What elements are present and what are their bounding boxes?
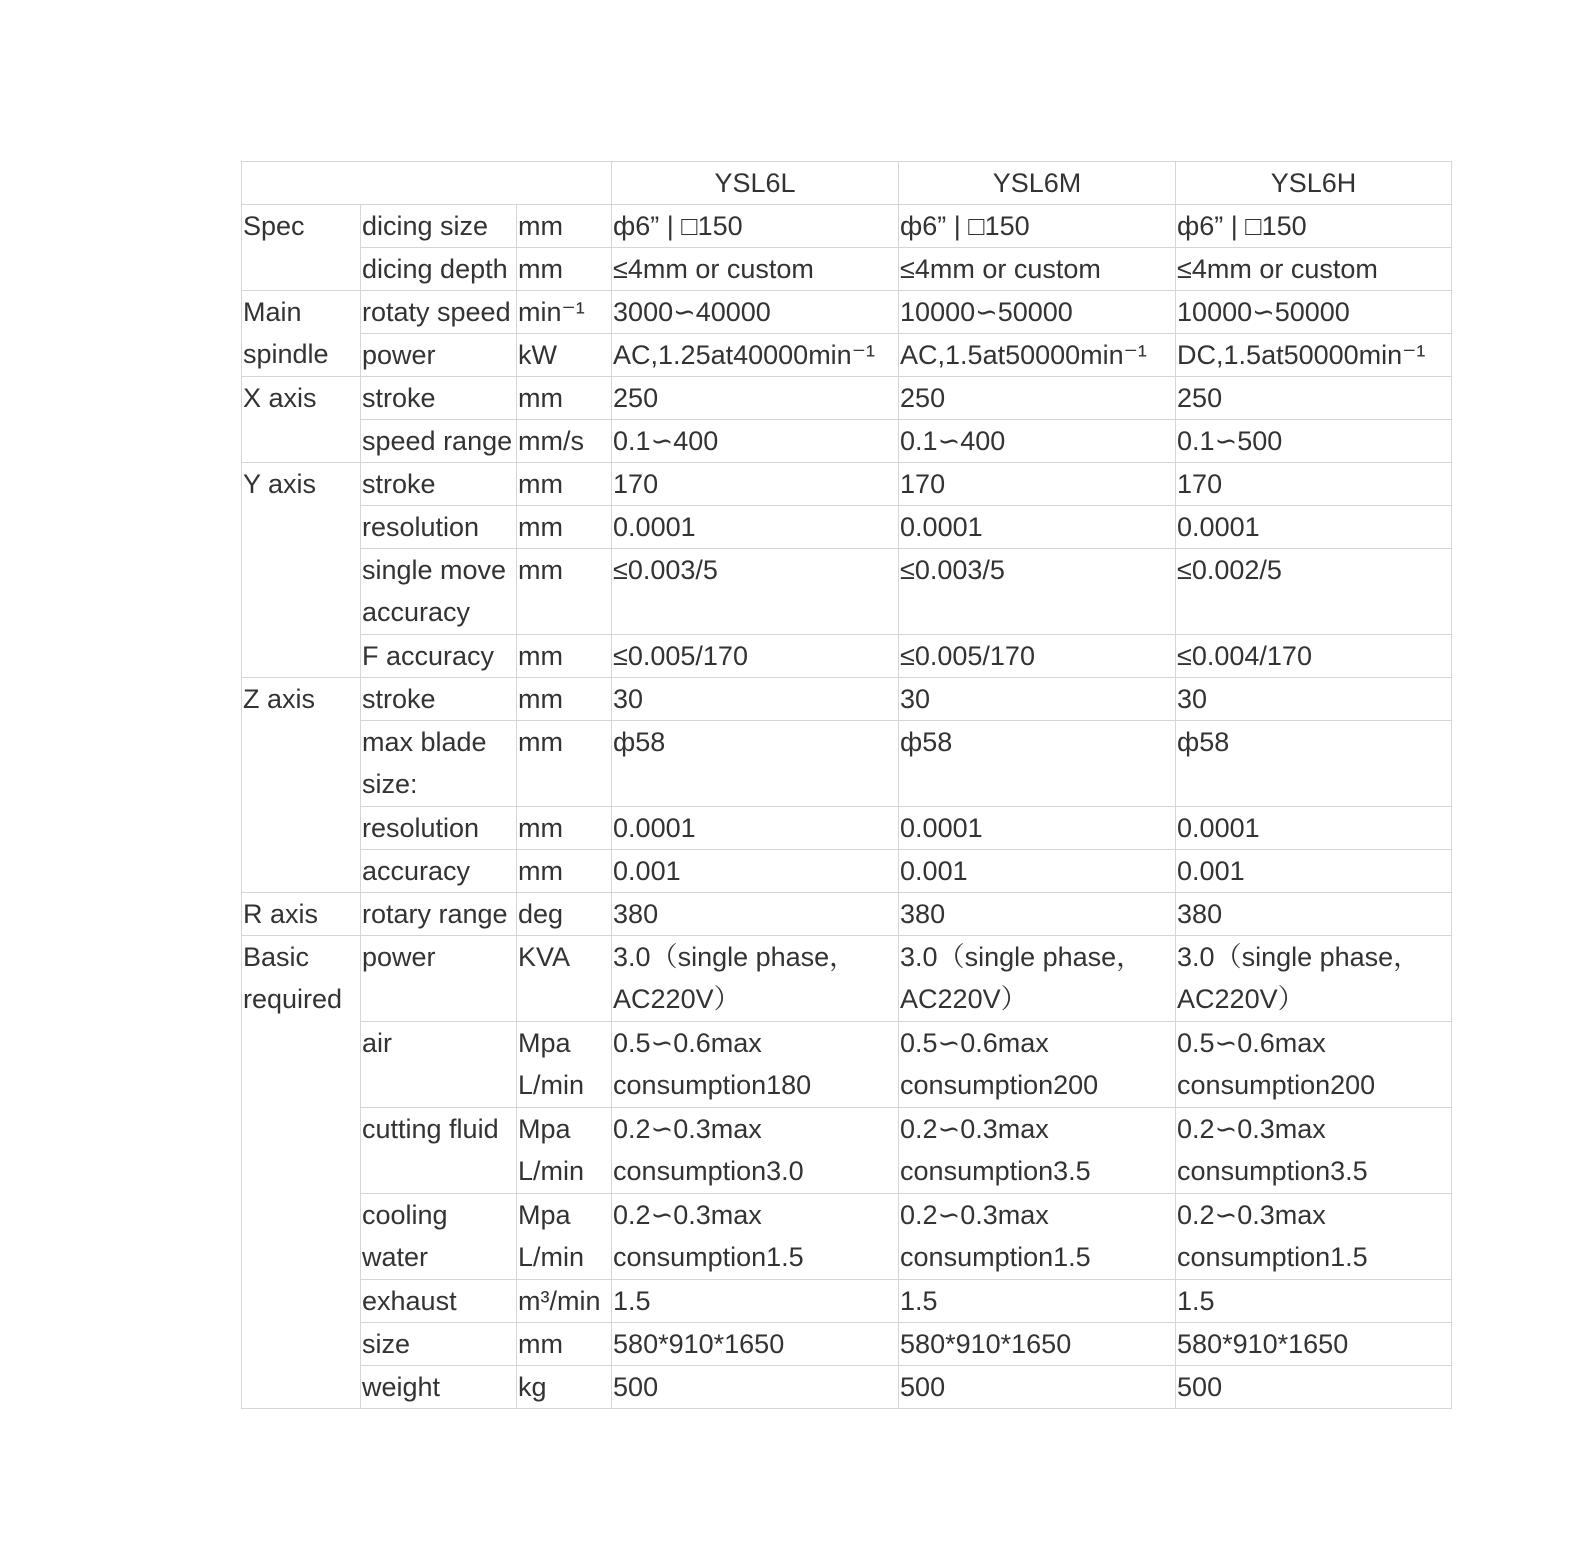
value-cell: ф58 [612, 721, 899, 807]
value-cell: DC,1.5at50000min⁻¹ [1176, 334, 1452, 377]
value-cell: ≤0.002/5 [1176, 549, 1452, 635]
table-row [242, 334, 1452, 377]
table-row [242, 807, 1452, 850]
table-row [242, 549, 1452, 635]
param-label: F accuracy [361, 635, 517, 678]
value-cell: 10000∽50000 [1176, 291, 1452, 334]
param-label: stroke [361, 377, 517, 420]
value-cell: 250 [899, 377, 1176, 420]
value-cell: 250 [612, 377, 899, 420]
value-cell: ≤0.004/170 [1176, 635, 1452, 678]
value-cell: 0.5∽0.6max consumption180 [612, 1022, 899, 1108]
param-label: rotary range [361, 893, 517, 936]
unit-cell: mm [517, 248, 612, 291]
value-cell: 0.0001 [899, 506, 1176, 549]
value-cell: 170 [899, 463, 1176, 506]
value-cell: 3.0（single phase，AC220V） [612, 936, 899, 1022]
value-cell: ф6” | □150 [1176, 205, 1452, 248]
value-cell: 0.1∽500 [1176, 420, 1452, 463]
table-row [242, 635, 1452, 678]
unit-cell: mm [517, 721, 612, 807]
unit-cell: mm [517, 205, 612, 248]
table-row [242, 850, 1452, 893]
value-cell: 10000∽50000 [899, 291, 1176, 334]
unit-cell: kW [517, 334, 612, 377]
table-row [242, 1366, 1452, 1409]
value-cell: 0.0001 [899, 807, 1176, 850]
value-cell: 0.2∽0.3max consumption3.5 [1176, 1108, 1452, 1194]
param-label: max blade size: [361, 721, 517, 807]
group-label: Z axis [242, 678, 361, 893]
unit-cell: Mpa L/min [517, 1022, 612, 1108]
value-cell: 0.001 [612, 850, 899, 893]
param-label: single move accuracy [361, 549, 517, 635]
param-label: stroke [361, 463, 517, 506]
value-cell: 500 [1176, 1366, 1452, 1409]
param-label: rotaty speed [361, 291, 517, 334]
table-row [242, 678, 1452, 721]
unit-cell: mm/s [517, 420, 612, 463]
value-cell: 0.001 [1176, 850, 1452, 893]
value-cell: ф6” | □150 [899, 205, 1176, 248]
unit-cell: mm [517, 506, 612, 549]
value-cell: 1.5 [1176, 1280, 1452, 1323]
value-cell: 0.2∽0.3max consumption1.5 [612, 1194, 899, 1280]
value-cell: 380 [899, 893, 1176, 936]
unit-cell: mm [517, 850, 612, 893]
param-label: speed range [361, 420, 517, 463]
table-row [242, 1022, 1452, 1108]
table-row [242, 506, 1452, 549]
param-label: stroke [361, 678, 517, 721]
group-label: R axis [242, 893, 361, 936]
unit-cell: min⁻¹ [517, 291, 612, 334]
table-row [242, 248, 1452, 291]
value-cell: 0.2∽0.3max consumption3.0 [612, 1108, 899, 1194]
value-cell: 500 [899, 1366, 1176, 1409]
value-cell: 1.5 [612, 1280, 899, 1323]
unit-cell: m³/min [517, 1280, 612, 1323]
unit-cell: mm [517, 377, 612, 420]
value-cell: 3.0（single phase，AC220V） [1176, 936, 1452, 1022]
table-row [242, 721, 1452, 807]
value-cell: ф6” | □150 [612, 205, 899, 248]
spec-table [241, 161, 1452, 1409]
param-label: size [361, 1323, 517, 1366]
unit-cell: mm [517, 807, 612, 850]
table-row [242, 377, 1452, 420]
table-row [242, 1323, 1452, 1366]
unit-cell: mm [517, 1323, 612, 1366]
header-row [242, 162, 1452, 205]
group-label: Y axis [242, 463, 361, 678]
value-cell: ≤0.005/170 [899, 635, 1176, 678]
value-cell: 30 [1176, 678, 1452, 721]
param-label: power [361, 936, 517, 1022]
value-cell: 580*910*1650 [1176, 1323, 1452, 1366]
param-label: air [361, 1022, 517, 1108]
model-header: YSL6L [612, 162, 899, 205]
unit-cell: mm [517, 635, 612, 678]
table-row [242, 205, 1452, 248]
unit-cell: mm [517, 678, 612, 721]
group-label: X axis [242, 377, 361, 463]
value-cell: 30 [612, 678, 899, 721]
group-label: Basic required [242, 936, 361, 1409]
value-cell: 380 [612, 893, 899, 936]
value-cell: 0.0001 [1176, 807, 1452, 850]
value-cell: AC,1.25at40000min⁻¹ [612, 334, 899, 377]
param-label: resolution [361, 506, 517, 549]
table-row [242, 291, 1452, 334]
value-cell: AC,1.5at50000min⁻¹ [899, 334, 1176, 377]
value-cell: ≤4mm or custom [612, 248, 899, 291]
value-cell: 30 [899, 678, 1176, 721]
value-cell: 0.5∽0.6max consumption200 [899, 1022, 1176, 1108]
value-cell: 170 [612, 463, 899, 506]
value-cell: 250 [1176, 377, 1452, 420]
header-empty-cell [242, 162, 612, 205]
value-cell: 0.0001 [1176, 506, 1452, 549]
value-cell: 0.2∽0.3max consumption3.5 [899, 1108, 1176, 1194]
table-row [242, 1108, 1452, 1194]
value-cell: 0.5∽0.6max consumption200 [1176, 1022, 1452, 1108]
table-row [242, 420, 1452, 463]
value-cell: 0.2∽0.3max consumption1.5 [1176, 1194, 1452, 1280]
value-cell: 3000∽40000 [612, 291, 899, 334]
value-cell: ф58 [1176, 721, 1452, 807]
group-label: Main spindle [242, 291, 361, 377]
value-cell: ≤0.005/170 [612, 635, 899, 678]
table-row [242, 1194, 1452, 1280]
value-cell: 3.0（single phase，AC220V） [899, 936, 1176, 1022]
unit-cell: KVA [517, 936, 612, 1022]
param-label: cooling water [361, 1194, 517, 1280]
param-label: cutting fluid [361, 1108, 517, 1194]
param-label: dicing size [361, 205, 517, 248]
param-label: exhaust [361, 1280, 517, 1323]
unit-cell: mm [517, 463, 612, 506]
unit-cell: Mpa L/min [517, 1194, 612, 1280]
param-label: power [361, 334, 517, 377]
value-cell: 0.1∽400 [612, 420, 899, 463]
model-header: YSL6H [1176, 162, 1452, 205]
table-row [242, 936, 1452, 1022]
group-label: Spec [242, 205, 361, 291]
value-cell: 500 [612, 1366, 899, 1409]
value-cell: ≤4mm or custom [1176, 248, 1452, 291]
value-cell: ф58 [899, 721, 1176, 807]
unit-cell: kg [517, 1366, 612, 1409]
value-cell: ≤4mm or custom [899, 248, 1176, 291]
model-header: YSL6M [899, 162, 1176, 205]
param-label: weight [361, 1366, 517, 1409]
value-cell: ≤0.003/5 [899, 549, 1176, 635]
unit-cell: Mpa L/min [517, 1108, 612, 1194]
table-row [242, 1280, 1452, 1323]
value-cell: 0.001 [899, 850, 1176, 893]
value-cell: 0.2∽0.3max consumption1.5 [899, 1194, 1176, 1280]
value-cell: 580*910*1650 [612, 1323, 899, 1366]
value-cell: 580*910*1650 [899, 1323, 1176, 1366]
unit-cell: mm [517, 549, 612, 635]
value-cell: 0.1∽400 [899, 420, 1176, 463]
value-cell: 170 [1176, 463, 1452, 506]
value-cell: 1.5 [899, 1280, 1176, 1323]
param-label: resolution [361, 807, 517, 850]
param-label: accuracy [361, 850, 517, 893]
table-row [242, 463, 1452, 506]
value-cell: 0.0001 [612, 807, 899, 850]
value-cell: 380 [1176, 893, 1452, 936]
table-row [242, 893, 1452, 936]
unit-cell: deg [517, 893, 612, 936]
param-label: dicing depth [361, 248, 517, 291]
value-cell: 0.0001 [612, 506, 899, 549]
value-cell: ≤0.003/5 [612, 549, 899, 635]
